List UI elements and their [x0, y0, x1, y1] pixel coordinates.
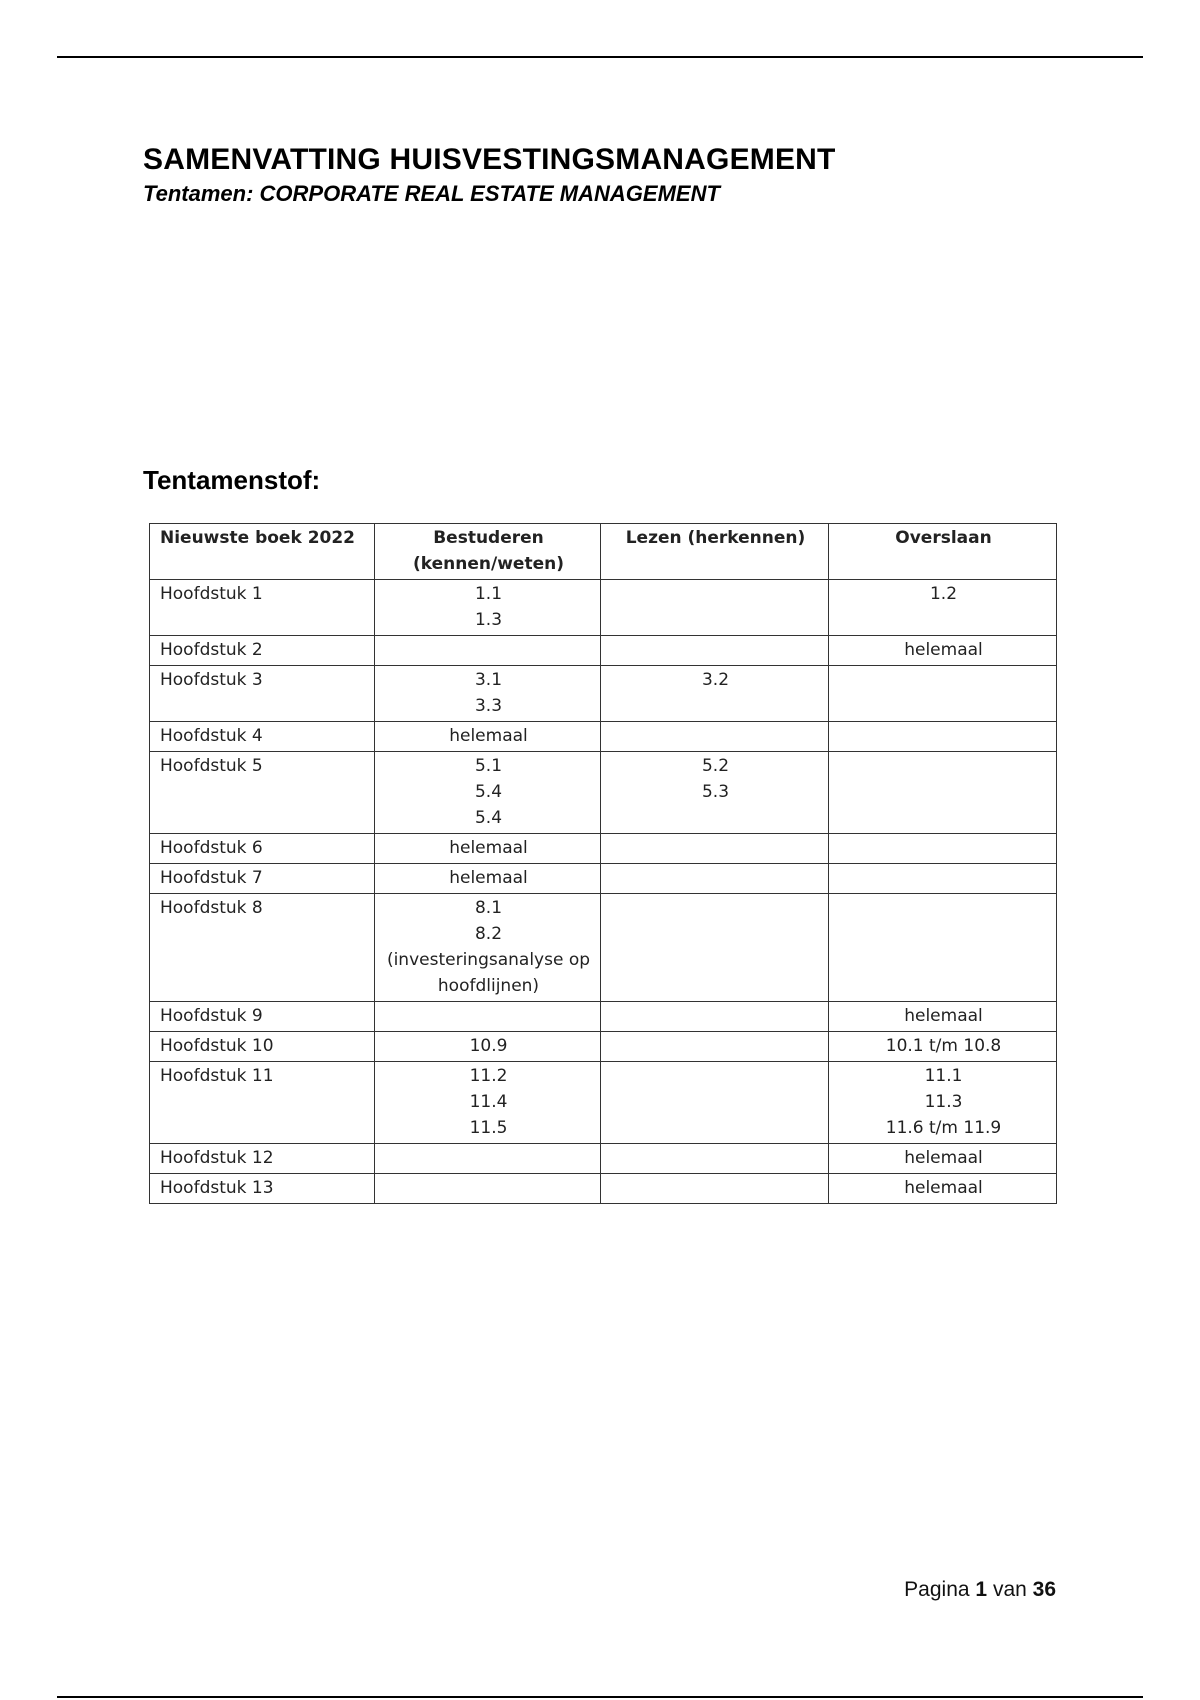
table-row: [150, 1174, 1057, 1204]
bestuderen-entry: 3.3: [474, 696, 503, 716]
bestuderen-entry: 3.1: [474, 670, 503, 690]
bestuderen-entry: 5.4: [474, 808, 503, 828]
bestuderen-entry: 5.4: [474, 782, 503, 802]
table-row: [150, 580, 1057, 636]
total-pages-number: 36: [1032, 1578, 1056, 1601]
header-text: (kennen/weten): [413, 554, 564, 574]
overslaan-cell: [829, 894, 1057, 1002]
chapter-label: Hoofdstuk 4: [160, 726, 263, 746]
bestuderen-entry: helemaal: [449, 726, 528, 746]
chapter-cell: [150, 1032, 375, 1062]
chapter-cell: [150, 894, 375, 1002]
chapter-label: Hoofdstuk 11: [160, 1066, 274, 1086]
overslaan-cell: [829, 752, 1057, 834]
chapter-cell: [150, 1002, 375, 1032]
column-header-overslaan: [829, 524, 1057, 580]
table-body: [150, 580, 1057, 1204]
overslaan-cell: [829, 1002, 1057, 1032]
bestuderen-cell: [375, 1174, 601, 1204]
lezen-cell: [601, 722, 829, 752]
header-text: Overslaan: [895, 528, 992, 548]
table-row: [150, 834, 1057, 864]
lezen-cell: [601, 834, 829, 864]
lezen-cell: [601, 752, 829, 834]
column-header-lezen: [601, 524, 829, 580]
bestuderen-entry: 1.1: [474, 584, 503, 604]
column-header-chapter: [150, 524, 375, 580]
current-page-number: 1: [975, 1578, 988, 1601]
table-row: [150, 1144, 1057, 1174]
lezen-cell: [601, 580, 829, 636]
bestuderen-entry: (investeringsanalyse op: [386, 950, 591, 970]
lezen-entry: 5.2: [701, 756, 730, 776]
overslaan-entry: helemaal: [904, 1006, 983, 1026]
header-text: Nieuwste boek 2022: [160, 528, 356, 548]
bestuderen-entry: helemaal: [449, 868, 528, 888]
overslaan-entry: 11.6 t/m 11.9: [885, 1118, 1002, 1138]
lezen-cell: [601, 1032, 829, 1062]
table-row: [150, 1002, 1057, 1032]
overslaan-cell: [829, 1032, 1057, 1062]
overslaan-cell: [829, 636, 1057, 666]
overslaan-entry: 10.1 t/m 10.8: [885, 1036, 1002, 1056]
chapter-label: Hoofdstuk 9: [160, 1006, 263, 1026]
bestuderen-entry: 10.9: [469, 1036, 508, 1056]
overslaan-cell: [829, 1144, 1057, 1174]
header-text: Bestuderen: [433, 528, 544, 548]
lezen-entry: 5.3: [701, 782, 730, 802]
bestuderen-entry: 5.1: [474, 756, 503, 776]
table-row: [150, 636, 1057, 666]
overslaan-cell: [829, 666, 1057, 722]
chapter-label: Hoofdstuk 12: [160, 1148, 274, 1168]
bestuderen-cell: [375, 636, 601, 666]
table-row: [150, 722, 1057, 752]
overslaan-cell: [829, 1174, 1057, 1204]
overslaan-cell: [829, 864, 1057, 894]
bestuderen-entry: 11.2: [469, 1066, 508, 1086]
chapter-cell: [150, 1174, 375, 1204]
overslaan-entry: 11.1: [924, 1066, 963, 1086]
page-label: Pagina: [904, 1578, 970, 1601]
bestuderen-cell: [375, 1144, 601, 1174]
bestuderen-cell: [375, 666, 601, 722]
chapter-label: Hoofdstuk 6: [160, 838, 263, 858]
chapter-cell: [150, 752, 375, 834]
bestuderen-cell: [375, 580, 601, 636]
chapter-cell: [150, 580, 375, 636]
lezen-cell: [601, 1174, 829, 1204]
bestuderen-cell: [375, 864, 601, 894]
lezen-cell: [601, 894, 829, 1002]
lezen-entry: 3.2: [701, 670, 730, 690]
chapter-label: Hoofdstuk 3: [160, 670, 263, 690]
chapter-label: Hoofdstuk 5: [160, 756, 263, 776]
table-row: [150, 864, 1057, 894]
lezen-cell: [601, 1002, 829, 1032]
chapter-label: Hoofdstuk 8: [160, 898, 263, 918]
section-heading: Tentamenstof:: [143, 465, 321, 495]
table-row: [150, 752, 1057, 834]
bestuderen-entry: 11.5: [469, 1118, 508, 1138]
chapter-label: Hoofdstuk 7: [160, 868, 263, 888]
overslaan-cell: [829, 580, 1057, 636]
bestuderen-entry: hoofdlijnen): [437, 976, 540, 996]
bestuderen-cell: [375, 1002, 601, 1032]
document-subtitle: Tentamen: CORPORATE REAL ESTATE MANAGEMENT: [143, 181, 720, 206]
overslaan-entry: helemaal: [904, 640, 983, 660]
table-row: [150, 666, 1057, 722]
table-header-row: [150, 524, 1057, 580]
page-number-footer: [904, 1578, 1056, 1602]
page-of-label: van: [992, 1578, 1027, 1601]
header-text: Lezen (herkennen): [625, 528, 806, 548]
bestuderen-cell: [375, 1032, 601, 1062]
overslaan-cell: [829, 722, 1057, 752]
overslaan-entry: 1.2: [929, 584, 958, 604]
column-header-bestuderen: [375, 524, 601, 580]
bestuderen-cell: [375, 1062, 601, 1144]
lezen-cell: [601, 666, 829, 722]
lezen-cell: [601, 864, 829, 894]
lezen-cell: [601, 636, 829, 666]
bestuderen-entry: helemaal: [449, 838, 528, 858]
bestuderen-entry: 8.1: [474, 898, 503, 918]
overslaan-cell: [829, 834, 1057, 864]
chapter-label: Hoofdstuk 13: [160, 1178, 274, 1198]
top-rule: [57, 56, 1143, 58]
document-title: SAMENVATTING HUISVESTINGSMANAGEMENT: [143, 143, 836, 176]
chapter-cell: [150, 834, 375, 864]
chapter-cell: [150, 666, 375, 722]
bestuderen-cell: [375, 834, 601, 864]
bestuderen-entry: 11.4: [469, 1092, 508, 1112]
table-row: [150, 1032, 1057, 1062]
overslaan-entry: helemaal: [904, 1148, 983, 1168]
exam-material-table: [149, 523, 1057, 1204]
chapter-label: Hoofdstuk 10: [160, 1036, 274, 1056]
chapter-cell: [150, 864, 375, 894]
lezen-cell: [601, 1144, 829, 1174]
overslaan-entry: 11.3: [924, 1092, 963, 1112]
chapter-cell: [150, 636, 375, 666]
bestuderen-cell: [375, 752, 601, 834]
table-row: [150, 1062, 1057, 1144]
chapter-cell: [150, 1062, 375, 1144]
bestuderen-cell: [375, 894, 601, 1002]
chapter-label: Hoofdstuk 2: [160, 640, 263, 660]
overslaan-cell: [829, 1062, 1057, 1144]
chapter-label: Hoofdstuk 1: [160, 584, 263, 604]
overslaan-entry: helemaal: [904, 1178, 983, 1198]
bestuderen-entry: 1.3: [474, 610, 503, 630]
chapter-cell: [150, 722, 375, 752]
bestuderen-entry: 8.2: [474, 924, 503, 944]
chapter-cell: [150, 1144, 375, 1174]
bestuderen-cell: [375, 722, 601, 752]
bottom-rule: [57, 1696, 1143, 1698]
table-row: [150, 894, 1057, 1002]
lezen-cell: [601, 1062, 829, 1144]
